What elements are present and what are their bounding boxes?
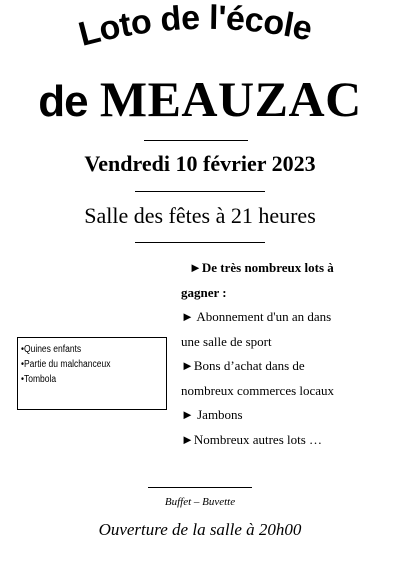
title-line2 [0, 71, 400, 127]
divider-4 [148, 487, 252, 488]
poster-title-arch [0, 0, 400, 80]
event-venue: Salle des fêtes à 21 heures [84, 203, 316, 228]
opening-time: Ouverture de la salle à 20h00 [98, 520, 302, 539]
game-item: •Quines enfants [21, 344, 82, 355]
prizes-list [181, 256, 391, 452]
prize-item: une salle de sport [181, 333, 272, 349]
buffet-text: Buffet – Buvette [164, 496, 236, 508]
prize-item: ►Bons d’achat dans de [181, 358, 305, 373]
divider-2 [135, 191, 265, 192]
title-line2-prefix: de [38, 77, 88, 126]
prizes-heading-2: gagner : [181, 284, 227, 300]
divider-3 [135, 242, 265, 243]
prize-item: ►Nombreux autres lots … [181, 431, 323, 447]
games-box [17, 337, 167, 410]
game-item: •Tombola [21, 374, 57, 385]
title-line1: Loto de l'école [74, 0, 316, 54]
prize-item: ► Jambons [181, 407, 243, 422]
prizes-heading-1: ►De très nombreux lots à [189, 260, 334, 275]
title-town: MEAUZAC [99, 71, 362, 127]
event-date: Vendredi 10 février 2023 [84, 151, 316, 176]
prize-item: nombreux commerces locaux [181, 382, 335, 398]
divider-1 [144, 140, 248, 141]
game-item: •Partie du malchanceux [21, 359, 111, 370]
prize-item: ► Abonnement d'un an dans [181, 309, 332, 324]
svg-text:Loto de l'école [75, 0, 315, 54]
